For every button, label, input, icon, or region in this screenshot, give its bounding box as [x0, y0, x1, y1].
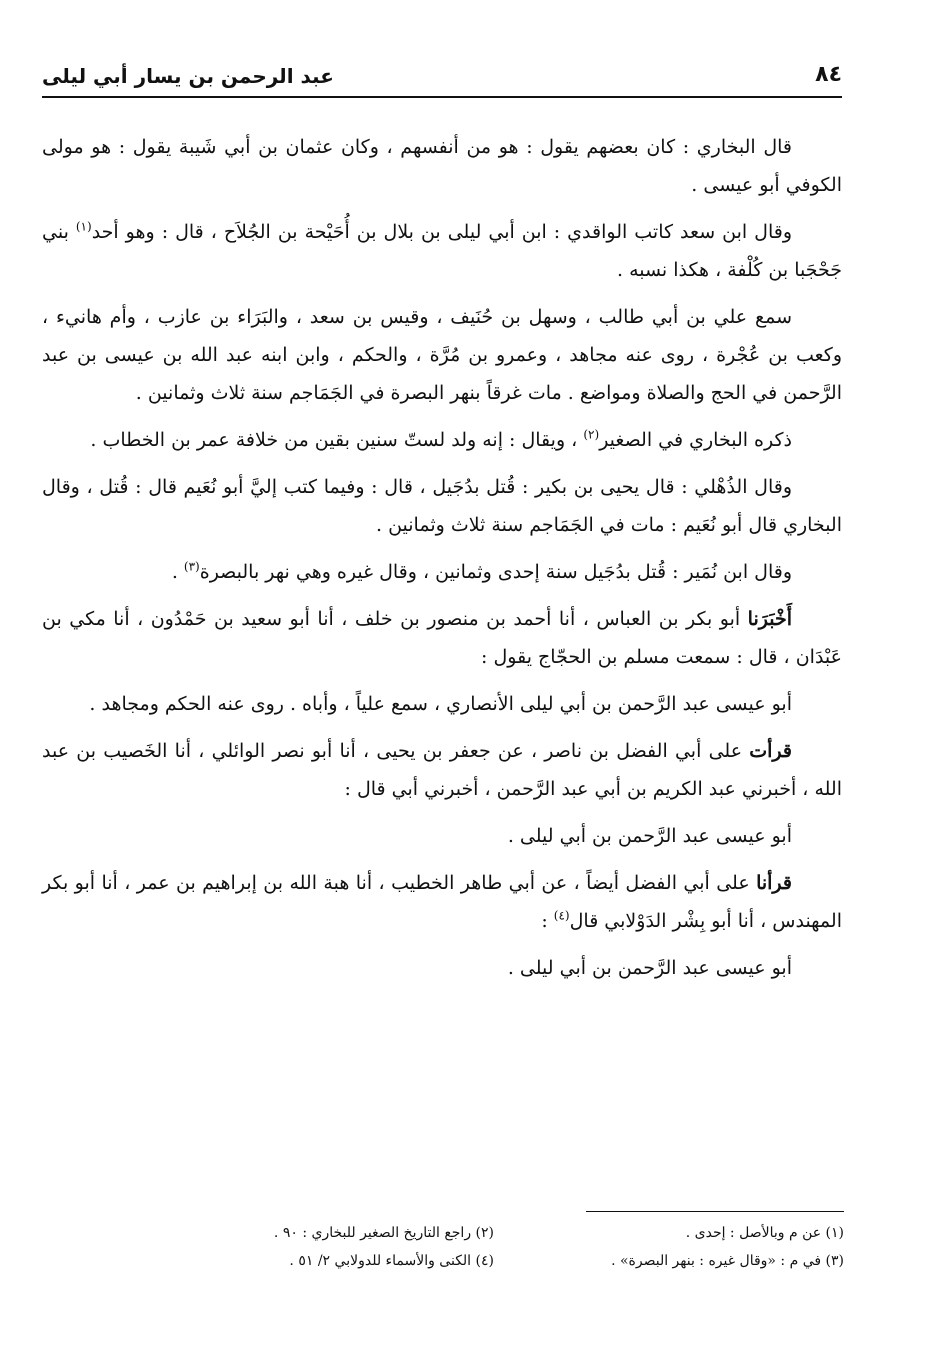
footnote-2: (٢) راجع التاريخ الصغير للبخاري : ٩٠ . [273, 1225, 494, 1241]
running-title: عبد الرحمن بن يسار أبي ليلى [42, 64, 334, 88]
paragraph-text-cont: بني جَحْجَبا بن كُلْفة ، هكذا نسبه . [42, 221, 842, 281]
footnote-marker-2[interactable]: (٢) [583, 427, 600, 442]
paragraph-text: أبو عيسى عبد الرَّحمن بن أبي ليلى . [507, 825, 792, 847]
paragraph-text-cont: : [541, 910, 554, 932]
footnote-4: (٤) الكنى والأسماء للدولابي ٢/ ٥١ . [289, 1253, 494, 1269]
paragraph-1 [42, 128, 842, 204]
paragraph-text: وقال ابن نُمَير : قُتل بدُجَيل سنة إحدى وثمانين ، وقال غيره وهي نهر بالبصرة [199, 561, 792, 583]
footnote-3: (٣) في م : «وقال غيره : بنهر البصرة» . [611, 1253, 844, 1269]
paragraph-text: وقال الذُهْلي : قال يحيى بن بكير : قُتل بدُجَيل ، قال : وفيما كتب إليَّ أبو نُعَيم قال : قُتل ، وقال البخاري قال أبو نُعَيم : مات في الجَمَاجم سنة ثلاث وثمانين . [42, 476, 842, 536]
footnotes [140, 1219, 844, 1275]
paragraph-12 [42, 949, 842, 987]
footnote-row [140, 1219, 844, 1247]
footnote-row [140, 1247, 844, 1275]
footnote-1: (١) عن م وبالأصل : إحدى . [685, 1225, 844, 1241]
footnote-marker-4[interactable]: (٤) [553, 908, 570, 923]
isnad-lead-word: قرأنا [756, 872, 792, 894]
paragraph-text: سمع علي بن أبي طالب ، وسهل بن حُنَيف ، وقيس بن سعد ، والبَرَاء بن عازب ، وأم هانيء ، وكعب بن عُجْرة ، روى عنه مجاهد ، وعمرو بن مُرَّة ، والحكم ، وابن ابنه عبد الله بن عيسى بن عبد الرَّحمن في الحج والصلاة ومواضع . مات غرقاً بنهر البصرة في الجَمَاجم سنة ثلاث وثمانين . [42, 306, 842, 404]
paragraph-10 [42, 817, 842, 855]
footnote-marker-1[interactable]: (١) [75, 219, 92, 234]
paragraph-text: أبو عيسى عبد الرَّحمن بن أبي ليلى الأنصاري ، سمع علياً ، وأباه . روى عنه الحكم ومجاهد . [89, 693, 792, 715]
paragraph-9 [42, 732, 842, 808]
paragraph-text: على أبي الفضل بن ناصر ، عن جعفر بن يحيى ، أنا أبو نصر الوائلي ، أنا الخَصيب بن عبد الله ، أخبرني عبد الكريم بن أبي عبد الرَّحمن ، أخبرني أبي قال : [42, 740, 842, 800]
paragraph-text: قال البخاري : كان بعضهم يقول : هو من أنفسهم ، وكان عثمان بن أبي شَيبة يقول : هو مولى الكوفي أبو عيسى . [42, 136, 842, 196]
paragraph-text-cont: . [171, 561, 184, 583]
paragraph-7 [42, 600, 842, 676]
running-head [42, 52, 842, 98]
paragraph-text-cont: ، ويقال : إنه ولد لستّ سنين بقين من خلافة عمر بن الخطاب . [90, 429, 584, 451]
paragraph-2 [42, 213, 842, 289]
paragraph-text: على أبي الفضل أيضاً ، عن أبي طاهر الخطيب ، أنا هبة الله بن إبراهيم بن عمر ، أنا أبو بكر المهندس ، أنا أبو بِشْر الدَوْلابي قال [42, 872, 842, 932]
paragraph-text: أبو عيسى عبد الرَّحمن بن أبي ليلى . [507, 957, 792, 979]
paragraph-8 [42, 685, 842, 723]
paragraph-6 [42, 553, 842, 591]
paragraph-text: أبو بكر بن العباس ، أنا أحمد بن منصور بن خلف ، أنا أبو سعيد بن حَمْدُون ، أنا مكي بن عَبْدَان ، قال : سمعت مسلم بن الحجّاج يقول : [42, 608, 842, 668]
isnad-lead-word: قرأت [749, 740, 792, 762]
paragraph-text: وقال ابن سعد كاتب الواقدي : ابن أبي ليلى بن بلال بن أُحَيْحة بن الجُلاَح ، قال : وهو أحد [91, 221, 792, 243]
footnote-rule [586, 1211, 844, 1212]
footnote-marker-3[interactable]: (٣) [183, 559, 200, 574]
isnad-lead-word: أَخْبَرَنا [747, 608, 792, 630]
paragraph-text: ذكره البخاري في الصغير [599, 429, 792, 451]
body-text [42, 128, 842, 996]
header-rule [42, 96, 842, 98]
paragraph-3 [42, 298, 842, 412]
paragraph-5 [42, 468, 842, 544]
paragraph-11 [42, 864, 842, 940]
paragraph-4 [42, 421, 842, 459]
page-number: ٨٤ [815, 62, 842, 87]
